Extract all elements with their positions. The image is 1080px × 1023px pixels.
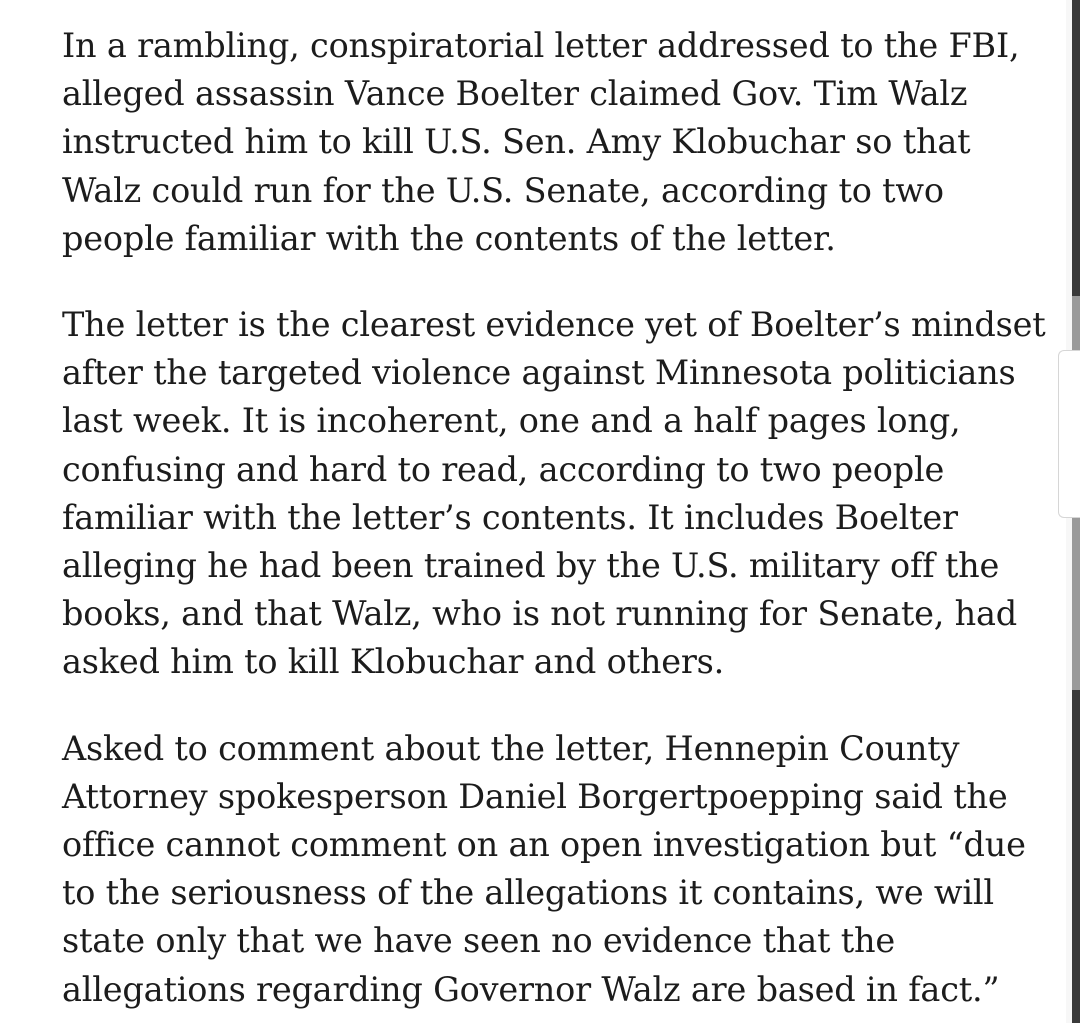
article-body bbox=[62, 22, 1046, 1014]
paragraph-line: familiar with the letter’s contents. It includes Boelter bbox=[62, 497, 958, 537]
paragraph-3 bbox=[62, 725, 1042, 1014]
paragraph-line: asked him to kill Klobuchar and others. bbox=[62, 642, 725, 682]
paragraph-line: The letter is the clearest evidence yet of Boelter’s mindset bbox=[62, 305, 1046, 345]
paragraph-line: alleged assassin Vance Boelter claimed Gov. Tim Walz bbox=[62, 74, 968, 114]
paragraph-line: alleging he had been trained by the U.S. military off the bbox=[62, 546, 1000, 586]
paragraph-line: state only that we have seen no evidence that the bbox=[62, 921, 895, 961]
paragraph-line: Attorney spokesperson Daniel Borgertpoepping said the bbox=[62, 776, 1008, 816]
paragraph-line: books, and that Walz, who is not running for Senate, had bbox=[62, 594, 1018, 634]
paragraph-line: to the seriousness of the allegations it contains, we will bbox=[62, 873, 994, 913]
paragraph-line: after the targeted violence against Minnesota politicians bbox=[62, 353, 1016, 393]
paragraph-line: In a rambling, conspiratorial letter addressed to the FBI, bbox=[62, 26, 1020, 65]
paragraph-line: people familiar with the contents of the letter. bbox=[62, 218, 836, 258]
paragraph-line: Walz could run for the U.S. Senate, according to two bbox=[62, 170, 944, 210]
paragraph-1 bbox=[62, 22, 1042, 263]
scroll-drag-handle[interactable] bbox=[1058, 350, 1080, 518]
scrollbar-rail-top bbox=[1072, 0, 1080, 296]
paragraph-2 bbox=[62, 301, 1046, 687]
paragraph-line: confusing and hard to read, according to two people bbox=[62, 449, 945, 489]
scrollbar-rail-bottom bbox=[1072, 690, 1080, 1023]
paragraph-line: instructed him to kill U.S. Sen. Amy Klobuchar so that bbox=[62, 122, 971, 162]
paragraph-line: Asked to comment about the letter, Hennepin County bbox=[62, 728, 960, 768]
paragraph-line: office cannot comment on an open investigation but “due bbox=[62, 825, 1026, 865]
paragraph-line: allegations regarding Governor Walz are based in fact.” bbox=[62, 969, 1000, 1009]
paragraph-line: last week. It is incoherent, one and a half pages long, bbox=[62, 401, 961, 441]
